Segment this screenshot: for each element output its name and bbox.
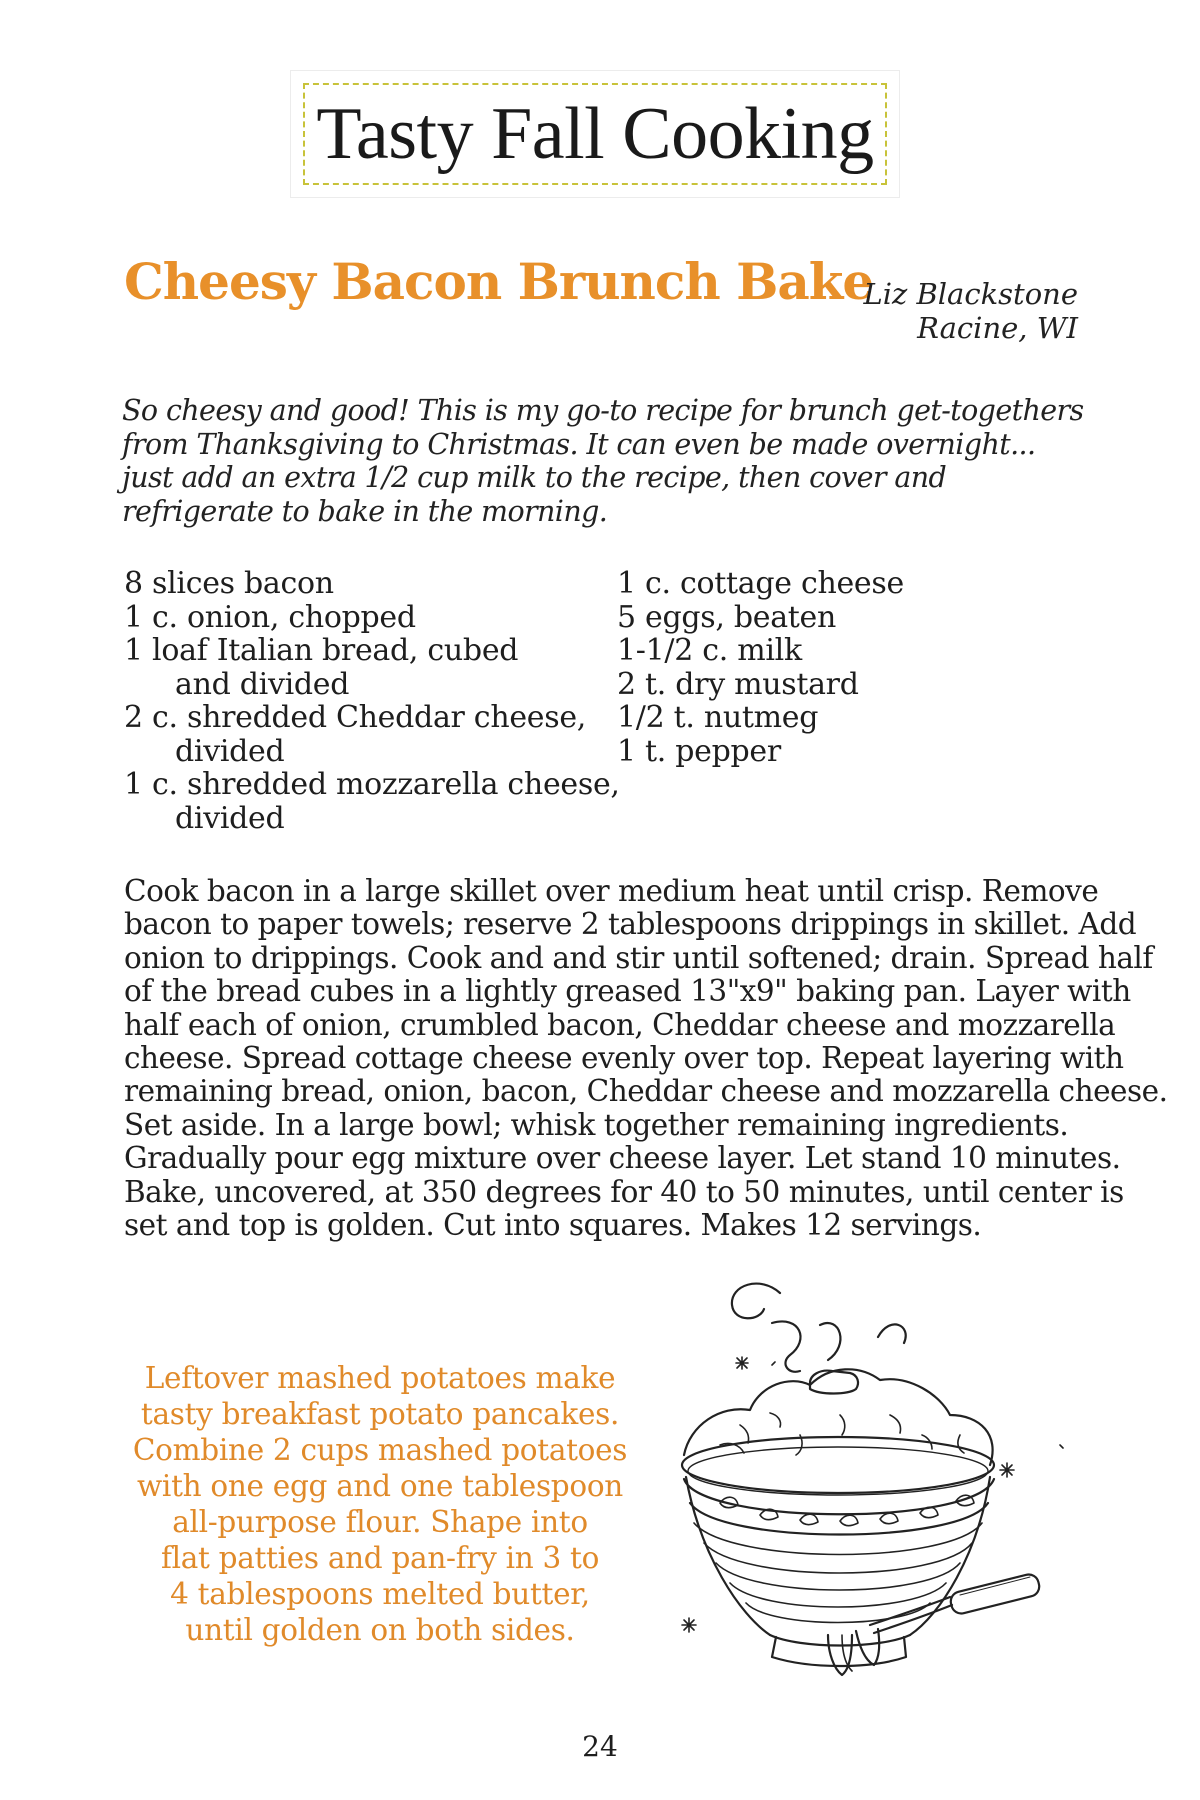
ingredient-item (124, 767, 620, 836)
page-number: 24 (582, 1730, 618, 1763)
ingredient-item (124, 567, 604, 601)
ingredient-item: 1 c. cottage cheese (617, 566, 904, 601)
directions-line: onion to drippings. Cook and and stir until softened; drain. Spread half (124, 940, 1153, 975)
header-box (290, 70, 900, 198)
ingredients-right-column (617, 567, 1017, 768)
ingredient-item: 1 t. pepper (617, 733, 781, 769)
ingredient-text: 1 loaf Italian bread, cubed (124, 633, 519, 668)
directions-line: remaining bread, onion, bacon, Cheddar cheese and mozzarella cheese. (124, 1074, 1168, 1109)
tip-line: Combine 2 cups mashed potatoes (132, 1433, 628, 1467)
ingredient-item: 1/2 t. nutmeg (617, 700, 819, 735)
ingredient-text: 1 c. shredded mozzarella cheese, (124, 767, 620, 802)
tip-line: flat patties and pan-fry in 3 to (160, 1541, 600, 1575)
intro-line: So cheesy and good! This is my go-to recipe for brunch get-togethers (122, 394, 1084, 427)
directions-line: of the bread cubes in a lightly greased 13"x9" baking pan. Layer with (124, 974, 1131, 1009)
directions-line: Cook bacon in a large skillet over medium heat until crisp. Remove (124, 874, 1099, 908)
ingredient-item: 2 t. dry mustard (617, 666, 859, 702)
ingredient-text: 8 slices bacon (124, 566, 334, 601)
tip-line: 4 tablespoons melted butter, (170, 1577, 590, 1611)
intro-line: refrigerate to bake in the morning. (122, 494, 608, 528)
directions-line: bacon to paper towels; reserve 2 tablespoons drippings in skillet. Add (124, 907, 1137, 942)
recipe-directions (124, 874, 1168, 1243)
cooking-tip (130, 1360, 630, 1648)
ingredient-item (124, 601, 604, 635)
author-location: Racine, WI (917, 311, 1078, 345)
directions-line: Set aside. In a large bowl; whisk together remaining ingredients. (124, 1107, 1069, 1142)
directions-line: Bake, uncovered, at 350 degrees for 40 to 50 minutes, until center is (124, 1174, 1124, 1209)
page-header-title: Tasty Fall Cooking (316, 93, 874, 175)
directions-line: Gradually pour egg mixture over cheese layer. Let stand 10 minutes. (124, 1141, 1121, 1176)
mashed-potato-bowl-icon (660, 1265, 1090, 1695)
tip-line: all-purpose flour. Shape into (172, 1505, 588, 1539)
tip-line: with one egg and one tablespoon (136, 1469, 624, 1503)
recipe-author (863, 277, 1078, 345)
ingredient-continuation: and divided (175, 666, 350, 702)
header-dashed-frame (303, 83, 887, 185)
ingredient-item (124, 634, 604, 701)
directions-line: half each of onion, crumbled bacon, Cheddar cheese and mozzarella (124, 1007, 1116, 1042)
directions-line: set and top is golden. Cut into squares. Makes 12 servings. (124, 1208, 982, 1243)
ingredient-text: 1 c. onion, chopped (124, 599, 416, 635)
ingredient-item (124, 701, 604, 768)
tip-line: tasty breakfast potato pancakes. (140, 1397, 620, 1431)
recipe-title: Cheesy Bacon Brunch Bake (124, 252, 874, 311)
directions-line: cheese. Spread cottage cheese evenly over top. Repeat layering with (124, 1041, 1124, 1076)
recipe-intro (122, 394, 1082, 528)
ingredient-continuation: divided (175, 733, 285, 769)
ingredient-continuation: divided (175, 800, 285, 836)
author-name: Liz Blackstone (863, 277, 1078, 311)
ingredient-text: 2 c. shredded Cheddar cheese, (124, 700, 587, 735)
intro-line: from Thanksgiving to Christmas. It can even be made overnight... (122, 427, 1036, 461)
ingredients-left-column (124, 566, 620, 836)
ingredient-item: 5 eggs, beaten (617, 599, 837, 635)
intro-line: just add an extra 1/2 cup milk to the recipe, then cover and (122, 461, 947, 494)
ingredient-item: 1-1/2 c. milk (617, 633, 802, 668)
tip-line: until golden on both sides. (185, 1613, 575, 1647)
tip-line: Leftover mashed potatoes make (144, 1361, 616, 1395)
